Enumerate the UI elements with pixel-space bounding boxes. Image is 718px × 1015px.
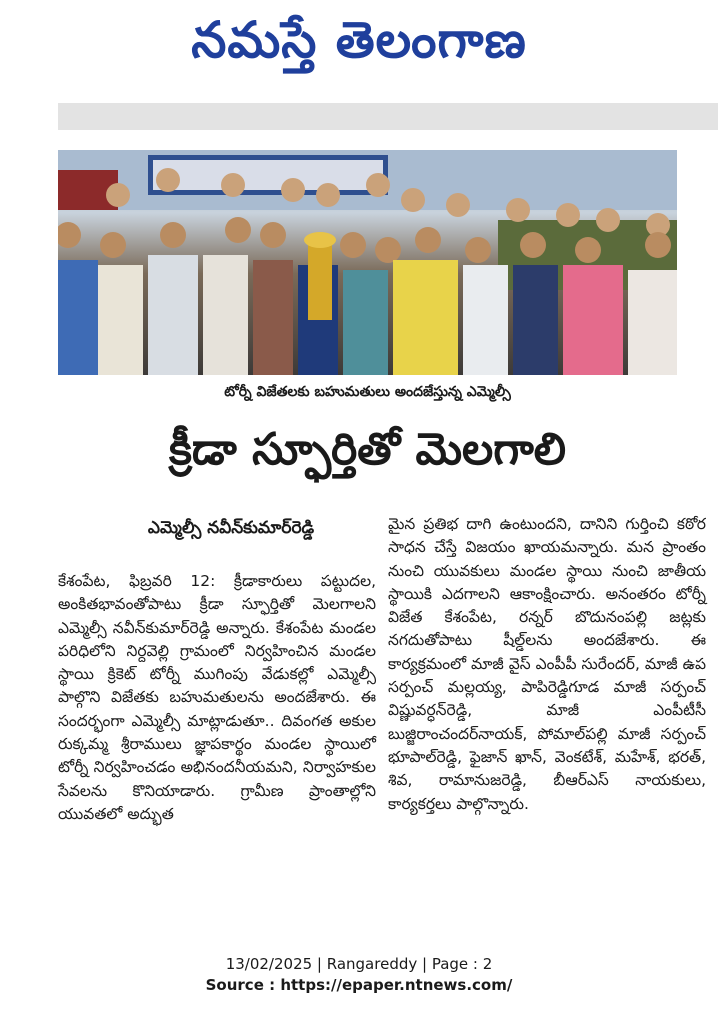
source-link: Source : https://epaper.ntnews.com/ [205, 976, 513, 994]
article-headline: క్రీడా స్ఫూర్తితో మెలగాలి [168, 424, 567, 475]
header-band [58, 103, 718, 130]
photo-illustration [58, 150, 677, 375]
newspaper-masthead [0, 4, 718, 76]
article-body-right-column: మైన ప్రతిభ దాగి ఉంటుందని, దానిని గుర్తించి కఠోర సాధన చేస్తే విజయం ఖాయమన్నారు. మన ప్రాంతం నుంచి యువకులు మండల స్థాయి నుంచి జాతీయ స్థాయికి ఎదగాలని ఆకాంక్షించారు. అనంతరం టోర్నీ విజేత కేశంపేట, రన్నర్ బొదునంపల్లి జట్లకు నగదుతోపాటు షీల్డ్‌లను అందజేశారు. ఈ కార్యక్రమంలో మాజీ వైస్ ఎంపీపీ సురేందర్, మాజీ ఉప సర్పంచ్ మల్లయ్య, పాపిరెడ్డిగూడ మాజీ సర్పంచ్ విష్ణువర్ధన్‌రెడ్డి, మాజీ ఎంపీటీసీ బుజ్జిరాంచందర్‌నాయక్, పోమాల్‌పల్లి మాజీ సర్పంచ్ భూపాల్‌రెడ్డి, ఫైజాన్ ఖాన్, వెంకటేశ్, మహేశ్, భరత్, శివ, రామానుజరెడ్డి, బీఆర్‌ఎస్ నాయకులు, కార్యకర్తలు పాల్గొన్నారు. [388, 515, 706, 813]
article-byline: ఎమ్మెల్సీ నవీన్‌కుమార్‌రెడ్డి [147, 518, 315, 538]
photo-caption: టోర్నీ విజేతలకు బహుమతులు అందజేస్తున్న ఎమ్మెల్సీ [224, 384, 511, 400]
article-body-left-column: కేశంపేట, ఫిబ్రవరి 12: క్రీడాకారులు పట్టుదల, అంకితభావంతోపాటు క్రీడా స్ఫూర్తితో మెలగాలని ఎమ్మెల్సీ నవీన్‌కుమార్‌రెడ్డి అన్నారు. కేశంపేట మండల పరిధిలోని నిర్దవెల్లి గ్రామంలో నిర్వహించిన మండల స్థాయి క్రికెట్ టోర్నీ ముగింపు వేడుకల్లో ఎమ్మెల్సీ పాల్గొని విజేతకు బహుమతులను అందజేశారు. ఈ సందర్భంగా ఎమ్మెల్సీ మాట్లాడుతూ.. దివంగత అకుల రుక్కమ్మ శ్రీరాములు జ్ఞాపకార్థం మండల స్థాయిలో టోర్నీ నిర్వహించడం అభినందనీయమని, నిర్వాహకుల సేవలను కొనియాడారు. గ్రామీణ ప్రాంతాల్లోని యువతలో అద్భుత [58, 572, 376, 823]
edition-info: 13/02/2025 | Rangareddy | Page : 2 [225, 955, 493, 973]
masthead-title: నమస్తే తెలంగాణ [191, 10, 527, 69]
news-photo [58, 150, 677, 375]
